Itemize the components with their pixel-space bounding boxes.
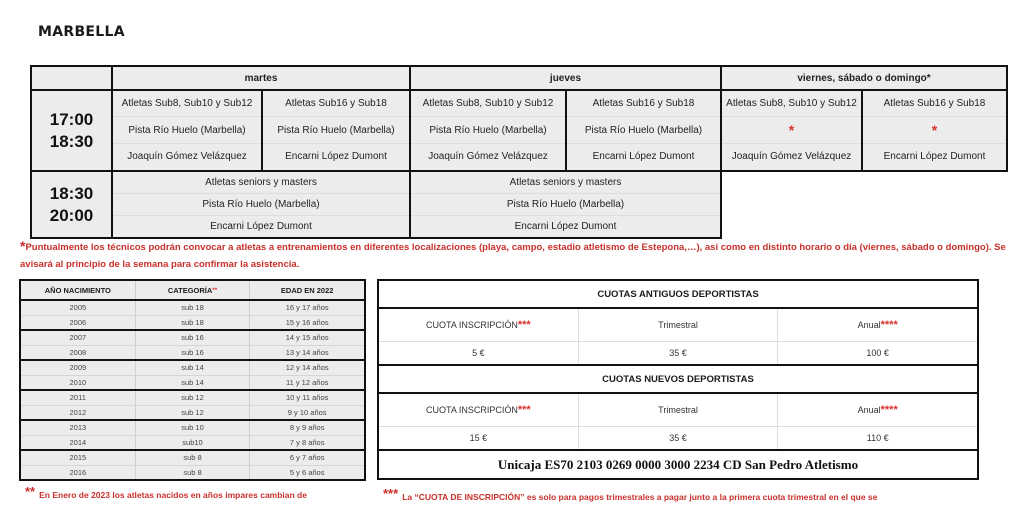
header-category: CATEGORÍA ** — [136, 281, 251, 299]
age-cell: 14 y 15 años — [285, 333, 329, 343]
asterisk-icon: * — [722, 117, 861, 144]
slot2-start: 18:30 — [49, 183, 94, 203]
birth-year-cell: 2013 — [21, 421, 136, 435]
table-row — [21, 466, 364, 480]
label-quarterly: Trimestral — [579, 309, 779, 341]
value-inscription: 15 € — [379, 427, 579, 449]
table-row — [21, 406, 364, 420]
value-inscription: 5 € — [379, 342, 579, 364]
coach-label: Encarni López Dumont — [567, 144, 720, 169]
group-label: Atletas Sub16 y Sub18 — [263, 91, 409, 117]
fees-old-labels — [379, 309, 977, 342]
birth-year-cell: 2010 — [21, 376, 136, 390]
table-row — [21, 391, 364, 406]
age-cell: 5 y 6 años — [289, 467, 325, 477]
category-cell: sub10 — [136, 436, 251, 450]
label-annual: Anual **** — [857, 404, 898, 416]
label-inscription: CUOTA INSCRIPCIÓN *** — [379, 394, 579, 426]
age-cell: 16 y 17 años — [285, 303, 329, 313]
slot1-col-3 — [409, 89, 567, 172]
category-cell: sub 10 — [136, 421, 251, 435]
inscription-footnote — [383, 486, 877, 502]
category-footnote — [25, 484, 307, 500]
category-cell: sub 14 — [136, 376, 251, 390]
slot2-end: 20:00 — [49, 205, 94, 225]
quad-asterisk-icon: **** — [880, 319, 898, 331]
fees-new-title: CUOTAS NUEVOS DEPORTISTAS — [379, 366, 977, 394]
group-label: Atletas Sub16 y Sub18 — [567, 91, 720, 117]
coach-label: Encarni López Dumont — [113, 216, 409, 236]
slot1-end: 18:30 — [49, 131, 94, 151]
group-label: Atletas Sub8, Sub10 y Sub12 — [113, 91, 261, 117]
coach-label: Encarni López Dumont — [411, 216, 720, 236]
birth-year-cell: 2015 — [21, 451, 136, 465]
triple-asterisk-icon: *** — [517, 319, 531, 331]
fees-old-title: CUOTAS ANTIGUOS DEPORTISTAS — [379, 281, 977, 309]
birth-year-cell: 2007 — [21, 331, 136, 345]
double-asterisk-icon: ** — [25, 484, 36, 499]
value-quarterly: 35 € — [579, 342, 779, 364]
group-label: Atletas Sub8, Sub10 y Sub12 — [722, 91, 861, 117]
value-annual: 100 € — [866, 348, 889, 358]
age-cell: 15 y 16 años — [285, 317, 329, 327]
day-header-jueves: jueves — [409, 65, 722, 91]
double-asterisk-icon: ** — [212, 286, 218, 294]
schedule-table — [30, 65, 1008, 241]
birth-year-cell: 2011 — [21, 391, 136, 405]
table-row — [21, 361, 364, 376]
age-cell: 6 y 7 años — [289, 453, 325, 463]
label-annual: Anual **** — [857, 319, 898, 331]
age-category-table — [19, 279, 366, 481]
place-label: Pista Río Huelo (Marbella) — [411, 194, 720, 216]
value-annual: 110 € — [866, 433, 889, 443]
fees-table — [377, 279, 979, 480]
quad-asterisk-icon: **** — [880, 404, 898, 416]
slot1-col-4 — [565, 89, 722, 172]
fees-old-block — [377, 279, 979, 366]
table-row — [21, 436, 364, 450]
slot1-col-1 — [111, 89, 263, 172]
category-cell: sub 16 — [136, 346, 251, 360]
group-label: Atletas seniors y masters — [113, 172, 409, 194]
asterisk-icon: * — [20, 238, 26, 254]
age-group — [19, 301, 366, 331]
category-cell: sub 8 — [136, 466, 251, 480]
footnote-text: La “CUOTA DE INSCRIPCIÓN” es solo para pagos trimestrales a pagar junto a la primera cuota trimestral en el que se — [402, 492, 878, 502]
triple-asterisk-icon: *** — [517, 404, 531, 416]
page-title: MARBELLA — [38, 24, 125, 40]
slot2-col-2 — [409, 170, 722, 239]
place-label: Pista Río Huelo (Marbella) — [411, 117, 565, 144]
birth-year-cell: 2008 — [21, 346, 136, 360]
age-cell: 8 y 9 años — [289, 423, 325, 433]
category-cell: sub 12 — [136, 391, 251, 405]
group-label: Atletas Sub8, Sub10 y Sub12 — [411, 91, 565, 117]
age-group — [19, 421, 366, 451]
coach-label: Joaquín Gómez Velázquez — [411, 144, 565, 169]
footnote-text: En Enero de 2023 los atletas nacidos en años impares cambian de — [39, 490, 307, 500]
place-label: Pista Río Huelo (Marbella) — [567, 117, 720, 144]
header-age: EDAD EN 2022 — [280, 285, 334, 295]
table-row — [21, 331, 364, 346]
bank-account: Unicaja ES70 2103 0269 0000 3000 2234 CD San Pedro Atletismo — [497, 456, 859, 472]
age-cell: 13 y 14 años — [285, 347, 329, 357]
table-row — [21, 376, 364, 390]
birth-year-cell: 2014 — [21, 436, 136, 450]
place-label: Pista Río Huelo (Marbella) — [113, 194, 409, 216]
coach-label: Encarni López Dumont — [263, 144, 409, 169]
category-cell: sub 16 — [136, 331, 251, 345]
table-row — [21, 316, 364, 330]
day-header-weekend: viernes, sábado o domingo* — [720, 65, 1008, 91]
fees-new-labels — [379, 394, 977, 427]
table-row — [21, 346, 364, 360]
fees-old-values — [379, 342, 977, 364]
age-cell: 12 y 14 años — [285, 363, 329, 373]
birth-year-cell: 2005 — [21, 301, 136, 315]
table-row — [21, 421, 364, 436]
slot1-start: 17:00 — [49, 109, 94, 129]
time-slot-1 — [30, 89, 113, 172]
place-label: Pista Río Huelo (Marbella) — [263, 117, 409, 144]
category-cell: sub 18 — [136, 301, 251, 315]
slot1-col-5 — [720, 89, 863, 172]
category-cell: sub 18 — [136, 316, 251, 330]
category-cell: sub 8 — [136, 451, 251, 465]
triple-asterisk-icon: *** — [383, 486, 399, 501]
birth-year-cell: 2012 — [21, 406, 136, 420]
birth-year-cell: 2016 — [21, 466, 136, 480]
asterisk-icon: * — [863, 117, 1006, 144]
category-cell: sub 12 — [136, 406, 251, 420]
birth-year-cell: 2006 — [21, 316, 136, 330]
age-group — [19, 361, 366, 391]
fees-new-block — [377, 366, 979, 451]
corner-cell — [30, 65, 113, 91]
group-label: Atletas seniors y masters — [411, 172, 720, 194]
table-row — [21, 301, 364, 316]
bank-account-block — [377, 451, 979, 480]
age-group — [19, 391, 366, 421]
fees-new-values — [379, 427, 977, 449]
group-label: Atletas Sub16 y Sub18 — [863, 91, 1006, 117]
header-birth-year: AÑO NACIMIENTO — [21, 281, 136, 299]
age-cell: 11 y 12 años — [285, 377, 329, 387]
age-cell: 9 y 10 años — [287, 407, 327, 417]
slot1-col-6 — [861, 89, 1008, 172]
place-label: Pista Río Huelo (Marbella) — [113, 117, 261, 144]
schedule-footnote — [20, 238, 1010, 273]
age-table-header — [19, 279, 366, 301]
coach-label: Joaquín Gómez Velázquez — [722, 144, 861, 169]
age-group — [19, 331, 366, 361]
day-header-martes: martes — [111, 65, 411, 91]
table-row — [21, 451, 364, 466]
category-cell: sub 14 — [136, 361, 251, 375]
coach-label: Joaquín Gómez Velázquez — [113, 144, 261, 169]
slot2-col-1 — [111, 170, 411, 239]
age-cell: 7 y 8 años — [289, 437, 325, 447]
age-group — [19, 451, 366, 481]
label-quarterly: Trimestral — [579, 394, 779, 426]
value-quarterly: 35 € — [579, 427, 779, 449]
slot1-col-2 — [261, 89, 411, 172]
age-cell: 10 y 11 años — [285, 393, 329, 403]
birth-year-cell: 2009 — [21, 361, 136, 375]
time-slot-2 — [30, 170, 113, 239]
footnote-text: Puntualmente los técnicos podrán convocar a atletas a entrenamientos en diferentes localizaciones (playa, campo, estadio atletismo de Estepona,…), así como en distinto horario o día (viernes, sábado o domingo). Se avisará al principio de la semana para confirmar la asistencia. — [20, 242, 1006, 270]
coach-label: Encarni López Dumont — [863, 144, 1006, 169]
label-inscription: CUOTA INSCRIPCIÓN *** — [379, 309, 579, 341]
